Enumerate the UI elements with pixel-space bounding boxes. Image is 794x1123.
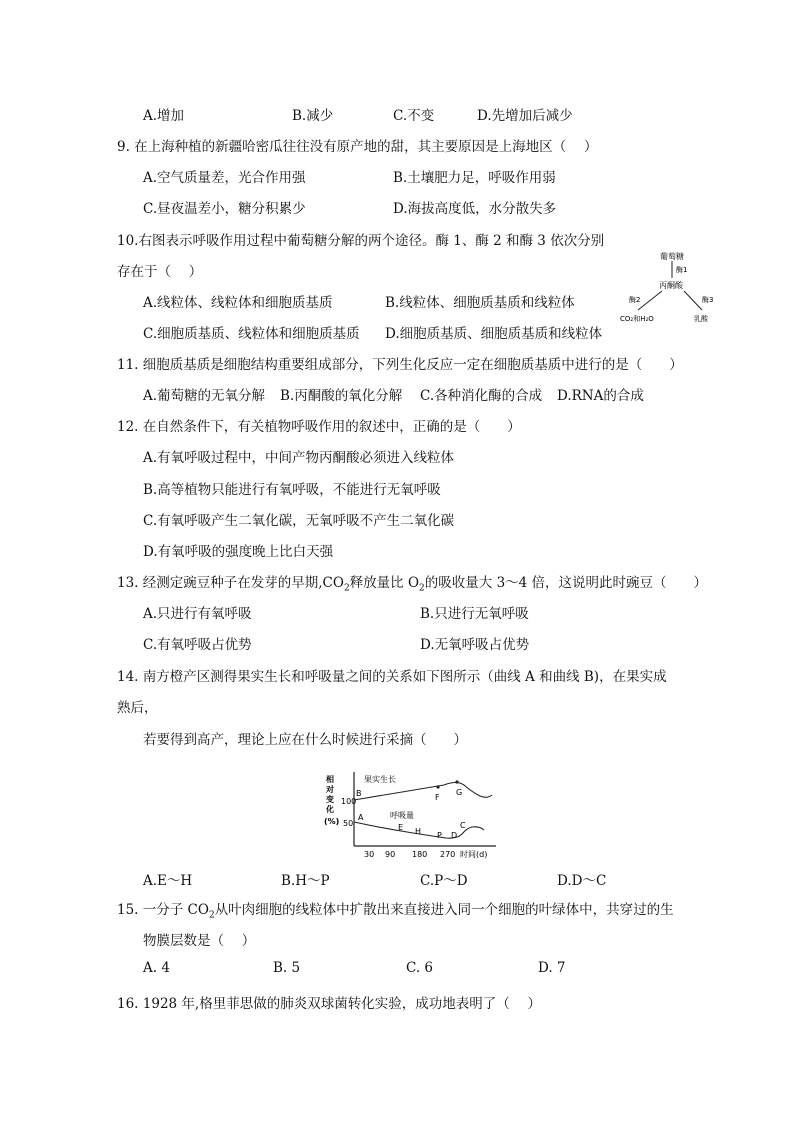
q14-stem-line1: 14. 南方橙产区测得果实生长和呼吸量之间的关系如下图所示（曲线 A 和曲线 B)，在果实成 — [117, 669, 667, 685]
fruit-growth-respiration-graph — [312, 768, 498, 860]
point-p: P — [437, 831, 442, 840]
q12-option-d: D.有氧呼吸的强度晚上比白天强 — [143, 544, 334, 560]
point-a: A — [358, 813, 364, 822]
q13-stem-part3: 的吸收量大 3～4 倍，这说明此时豌豆（ ） — [424, 575, 708, 591]
curve-a-label: 呼吸量 — [390, 811, 414, 820]
q9-option-b: B.土壤肥力足，呼吸作用弱 — [393, 170, 556, 186]
point-d: D — [451, 831, 458, 840]
q13-co2-subscript: 2 — [343, 583, 350, 594]
diagram-lactic-acid: 乳酸 — [694, 315, 708, 323]
graph-ylabel-char-2: 对 — [326, 785, 334, 794]
q12-option-b: B.高等植物只能进行有氧呼吸，不能进行无氧呼吸 — [143, 482, 441, 498]
diagram-arrow-3 — [684, 291, 702, 310]
q13-option-d: D.无氧呼吸占优势 — [420, 637, 530, 653]
q10-option-a: A.线粒体、线粒体和细胞质基质 — [143, 295, 333, 311]
q13-option-a: A.只进行有氧呼吸 — [143, 606, 252, 622]
q15-option-d: D. 7 — [538, 960, 566, 976]
q10-stem-line1: 10.右图表示呼吸作用过程中葡萄糖分解的两个途径。酶 1、酶 2 和酶 3 依次分别 — [117, 233, 605, 249]
point-f-marker — [436, 785, 439, 788]
q14-option-a: A.E～H — [143, 873, 193, 889]
point-c: C — [460, 821, 466, 830]
diagram-arrow-2 — [638, 291, 662, 310]
point-e: E — [398, 823, 404, 832]
diagram-glucose: 葡萄糖 — [660, 252, 684, 261]
graph-xtick-180: 180 — [412, 850, 428, 859]
q11-option-a: A.葡萄糖的无氧分解 — [143, 388, 266, 404]
q15-option-c: C. 6 — [406, 960, 434, 976]
q16-stem: 16. 1928 年,格里菲思做的肺炎双球菌转化实验，成功地表明了（ ） — [117, 996, 541, 1012]
curve-b-fruit-growth — [354, 783, 492, 801]
q14-stem-line3: 若要得到高产，理论上应在什么时候进行采摘（ ） — [143, 732, 467, 748]
q9-option-a: A.空气质量差，光合作用强 — [143, 170, 306, 186]
q12-option-c: C.有氧呼吸产生二氧化碳，无氧呼吸不产生二氧化碳 — [143, 513, 455, 529]
q15-option-a: A. 4 — [143, 960, 170, 976]
q15-co2-subscript: 2 — [208, 910, 215, 921]
q14-stem-line2: 熟后， — [117, 700, 158, 716]
curve-b-label: 果实生长 — [364, 775, 396, 784]
q8-option-a: A.增加 — [143, 108, 185, 124]
diagram-enzyme3: 酶3 — [702, 296, 714, 304]
q13-stem-part1: 13. 经测定豌豆种子在发芽的早期,CO — [117, 575, 344, 591]
graph-xlabel: 时间(d) — [460, 850, 488, 859]
q10-stem-line2: 存在于（ ） — [117, 264, 203, 280]
q14-option-d: D.D～C — [557, 873, 607, 889]
q9-option-d: D.海拔高度低，水分散失多 — [393, 201, 557, 217]
graph-ytick-50: 50 — [343, 819, 354, 828]
q13-stem — [117, 571, 707, 594]
q15-stem-part2: 从叶肉细胞的线粒体中扩散出来直接进入同一个细胞的叶绿体中，共穿过的生 — [214, 902, 674, 918]
graph-ylabel — [324, 774, 339, 826]
graph-xtick-270: 270 — [440, 850, 456, 859]
q8-option-c: C.不变 — [393, 108, 435, 124]
q15-stem-line1 — [117, 898, 674, 921]
q13-option-c: C.有氧呼吸占优势 — [143, 637, 252, 653]
q15-stem-part1: 15. 一分子 CO — [117, 902, 209, 918]
graph-xtick-30: 30 — [364, 850, 375, 859]
q11-option-d: D.RNA的合成 — [557, 388, 644, 404]
q11-option-b: B.丙酮酸的氧化分解 — [280, 388, 403, 404]
point-b: B — [356, 789, 362, 798]
q10-option-d: D.细胞质基质、细胞质基质和线粒体 — [385, 326, 603, 342]
graph-ylabel-char-5: (%) — [324, 817, 340, 826]
q8-option-d: D.先增加后减少 — [477, 108, 573, 124]
q11-option-c: C.各种消化酶的合成 — [420, 388, 543, 404]
q14-option-c: C.P～D — [420, 873, 468, 889]
q12-option-a: A.有氧呼吸过程中，中间产物丙酮酸必须进入线粒体 — [143, 450, 455, 466]
point-g: G — [456, 788, 463, 797]
q11-stem: 11. 细胞质基质是细胞结构重要组成部分，下列生化反应一定在细胞质基质中进行的是（ ） — [117, 357, 683, 373]
graph-ytick-100: 100 — [341, 797, 357, 806]
graph-ylabel-char-3: 变 — [326, 795, 334, 804]
diagram-enzyme1: 酶1 — [676, 266, 688, 274]
q14-option-b: B.H～P — [281, 873, 330, 889]
respiration-pathway-diagram — [616, 248, 720, 326]
q13-stem-part2: 释放量比 O — [349, 575, 420, 591]
q15-option-b: B. 5 — [273, 960, 301, 976]
graph-xtick-90: 90 — [385, 850, 396, 859]
diagram-co2-h2o: CO₂和H₂O — [620, 315, 654, 323]
graph-ylabel-char-4: 化 — [326, 805, 334, 814]
graph-ylabel-char-1: 相 — [326, 775, 334, 784]
q9-option-c: C.昼夜温差小，糖分积累少 — [143, 201, 306, 217]
q15-stem-line2: 物膜层数是（ ） — [143, 933, 256, 949]
q13-option-b: B.只进行无氧呼吸 — [420, 606, 529, 622]
diagram-pyruvate: 丙酮酸 — [659, 281, 683, 290]
q9-stem: 9. 在上海种植的新疆哈密瓜往往没有原产地的甜，其主要原因是上海地区（ ） — [117, 139, 598, 155]
q13-o2-subscript: 2 — [419, 583, 425, 594]
q8-option-b: B.减少 — [292, 108, 334, 124]
q10-option-b: B.线粒体、细胞质基质和线粒体 — [385, 295, 575, 311]
point-g-marker — [455, 780, 458, 783]
q12-stem: 12. 在自然条件下，有关植物呼吸作用的叙述中，正确的是（ ） — [117, 419, 521, 435]
q10-option-c: C.细胞质基质、线粒体和细胞质基质 — [143, 326, 360, 342]
point-h: H — [415, 827, 422, 836]
point-f: F — [435, 793, 440, 802]
diagram-enzyme2: 酶2 — [629, 296, 641, 304]
